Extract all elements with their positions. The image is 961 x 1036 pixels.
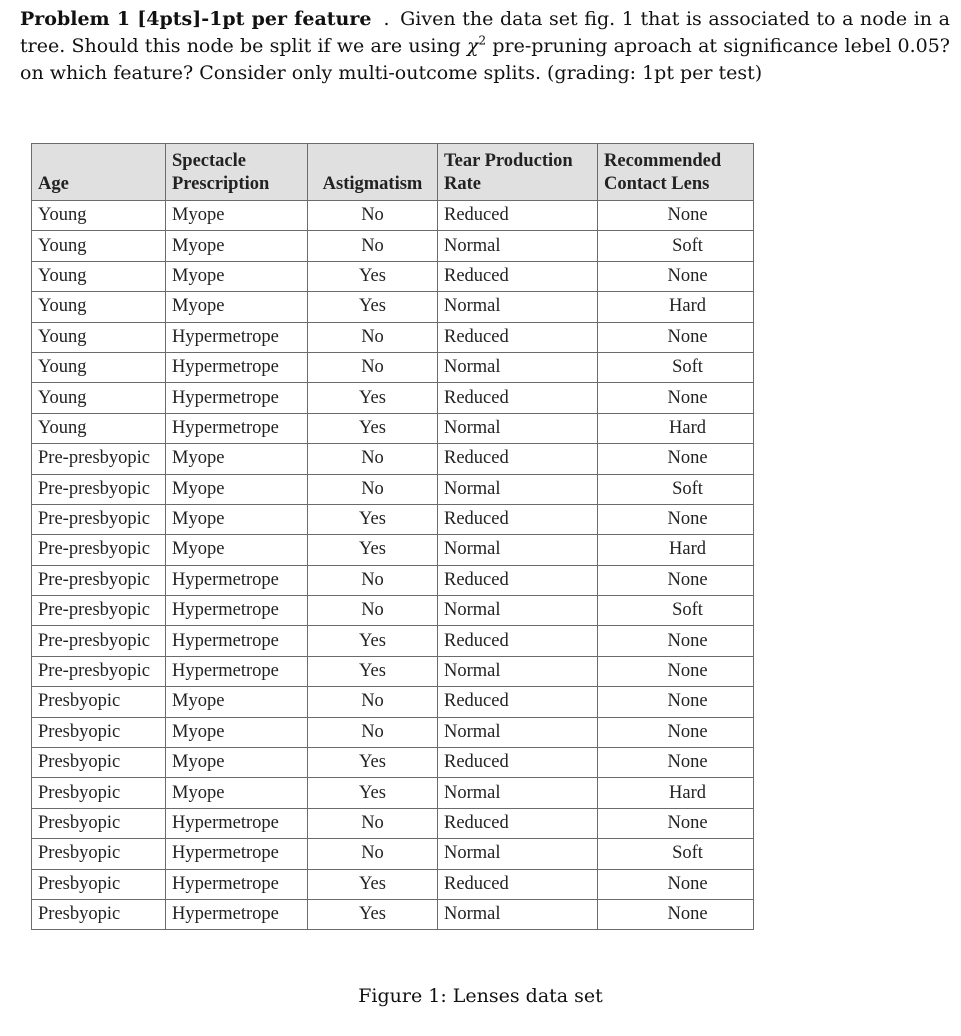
cell-recommended-lens: None (598, 687, 754, 717)
cell-tear-production-rate: Reduced (438, 565, 598, 595)
table-row (32, 504, 754, 534)
table-row (32, 839, 754, 869)
cell-astigmatism: Yes (308, 535, 438, 565)
header-astigmatism: Astigmatism (308, 144, 438, 201)
table-row (32, 808, 754, 838)
table-body (32, 201, 754, 930)
cell-astigmatism: No (308, 565, 438, 595)
cell-age: Presbyopic (32, 778, 166, 808)
cell-tear-production-rate: Normal (438, 839, 598, 869)
cell-astigmatism: Yes (308, 413, 438, 443)
cell-spectacle-prescription: Hypermetrope (166, 322, 308, 352)
table-row (32, 292, 754, 322)
cell-recommended-lens: Soft (598, 352, 754, 382)
cell-age: Presbyopic (32, 717, 166, 747)
cell-spectacle-prescription: Myope (166, 504, 308, 534)
cell-age: Pre-presbyopic (32, 656, 166, 686)
table-row (32, 535, 754, 565)
cell-recommended-lens: None (598, 717, 754, 747)
cell-recommended-lens: None (598, 444, 754, 474)
cell-tear-production-rate: Reduced (438, 201, 598, 231)
cell-recommended-lens: Soft (598, 231, 754, 261)
cell-age: Young (32, 352, 166, 382)
cell-spectacle-prescription: Hypermetrope (166, 656, 308, 686)
cell-spectacle-prescription: Myope (166, 444, 308, 474)
cell-tear-production-rate: Normal (438, 292, 598, 322)
cell-spectacle-prescription: Myope (166, 292, 308, 322)
table-row (32, 261, 754, 291)
cell-tear-production-rate: Normal (438, 899, 598, 929)
cell-recommended-lens: None (598, 383, 754, 413)
table-row (32, 444, 754, 474)
cell-tear-production-rate: Normal (438, 474, 598, 504)
table-row (32, 413, 754, 443)
table-row (32, 899, 754, 929)
chi-exponent: 2 (478, 33, 487, 48)
table-row (32, 383, 754, 413)
table-row (32, 778, 754, 808)
table-row (32, 474, 754, 504)
cell-spectacle-prescription: Myope (166, 717, 308, 747)
problem-text-part2: pre-pruning aproach at significance lebel 0.05? on which feature? Consider only multi-outcome splits. (grading: 1pt per test) (20, 35, 950, 84)
figure-caption: Figure 1: Lenses data set (358, 985, 603, 1007)
cell-spectacle-prescription: Myope (166, 778, 308, 808)
cell-tear-production-rate: Reduced (438, 748, 598, 778)
cell-age: Young (32, 201, 166, 231)
table-row (32, 626, 754, 656)
cell-astigmatism: Yes (308, 504, 438, 534)
cell-astigmatism: No (308, 839, 438, 869)
cell-tear-production-rate: Normal (438, 656, 598, 686)
cell-age: Presbyopic (32, 687, 166, 717)
cell-spectacle-prescription: Hypermetrope (166, 565, 308, 595)
cell-spectacle-prescription: Myope (166, 687, 308, 717)
table-row (32, 231, 754, 261)
table-row (32, 201, 754, 231)
cell-recommended-lens: Hard (598, 292, 754, 322)
table-row (32, 748, 754, 778)
cell-spectacle-prescription: Myope (166, 474, 308, 504)
cell-tear-production-rate: Reduced (438, 869, 598, 899)
cell-astigmatism: No (308, 474, 438, 504)
table-row (32, 717, 754, 747)
cell-age: Pre-presbyopic (32, 474, 166, 504)
cell-tear-production-rate: Normal (438, 778, 598, 808)
cell-tear-production-rate: Normal (438, 231, 598, 261)
cell-recommended-lens: Hard (598, 413, 754, 443)
cell-astigmatism: Yes (308, 778, 438, 808)
chi-letter: χ (467, 35, 479, 57)
cell-spectacle-prescription: Myope (166, 535, 308, 565)
cell-age: Presbyopic (32, 839, 166, 869)
cell-age: Pre-presbyopic (32, 626, 166, 656)
cell-age: Young (32, 231, 166, 261)
table-row (32, 352, 754, 382)
lenses-data-table (31, 143, 754, 930)
cell-age: Presbyopic (32, 808, 166, 838)
cell-spectacle-prescription: Hypermetrope (166, 839, 308, 869)
cell-age: Young (32, 261, 166, 291)
cell-spectacle-prescription: Myope (166, 231, 308, 261)
table-row (32, 322, 754, 352)
cell-tear-production-rate: Reduced (438, 322, 598, 352)
cell-tear-production-rate: Normal (438, 717, 598, 747)
cell-spectacle-prescription: Hypermetrope (166, 596, 308, 626)
cell-recommended-lens: Soft (598, 474, 754, 504)
cell-age: Pre-presbyopic (32, 565, 166, 595)
table-row (32, 565, 754, 595)
cell-astigmatism: No (308, 352, 438, 382)
cell-age: Presbyopic (32, 869, 166, 899)
cell-recommended-lens: Soft (598, 596, 754, 626)
table-row (32, 869, 754, 899)
cell-spectacle-prescription: Hypermetrope (166, 413, 308, 443)
cell-astigmatism: No (308, 687, 438, 717)
cell-age: Young (32, 292, 166, 322)
cell-astigmatism: No (308, 444, 438, 474)
cell-recommended-lens: None (598, 261, 754, 291)
cell-recommended-lens: Hard (598, 778, 754, 808)
cell-tear-production-rate: Reduced (438, 261, 598, 291)
cell-recommended-lens: Hard (598, 535, 754, 565)
cell-age: Pre-presbyopic (32, 535, 166, 565)
cell-tear-production-rate: Normal (438, 352, 598, 382)
cell-astigmatism: Yes (308, 748, 438, 778)
cell-spectacle-prescription: Hypermetrope (166, 869, 308, 899)
cell-astigmatism: No (308, 717, 438, 747)
cell-astigmatism: Yes (308, 626, 438, 656)
problem-statement (20, 6, 950, 87)
cell-astigmatism: No (308, 808, 438, 838)
cell-tear-production-rate: Normal (438, 535, 598, 565)
cell-astigmatism: No (308, 596, 438, 626)
cell-recommended-lens: Soft (598, 839, 754, 869)
cell-astigmatism: Yes (308, 899, 438, 929)
cell-recommended-lens: None (598, 626, 754, 656)
cell-astigmatism: Yes (308, 869, 438, 899)
cell-astigmatism: Yes (308, 383, 438, 413)
header-recommended-contact-lens: Recommended Contact Lens (598, 144, 754, 201)
cell-recommended-lens: None (598, 808, 754, 838)
cell-spectacle-prescription: Hypermetrope (166, 808, 308, 838)
header-spectacle-prescription: Spectacle Prescription (166, 144, 308, 201)
problem-title: Problem 1 [4pts]-1pt per feature (20, 8, 372, 30)
cell-spectacle-prescription: Hypermetrope (166, 383, 308, 413)
cell-recommended-lens: None (598, 504, 754, 534)
cell-age: Young (32, 413, 166, 443)
cell-spectacle-prescription: Myope (166, 261, 308, 291)
cell-astigmatism: Yes (308, 292, 438, 322)
cell-tear-production-rate: Normal (438, 413, 598, 443)
cell-spectacle-prescription: Hypermetrope (166, 626, 308, 656)
cell-astigmatism: Yes (308, 261, 438, 291)
cell-age: Pre-presbyopic (32, 504, 166, 534)
cell-recommended-lens: None (598, 869, 754, 899)
cell-tear-production-rate: Reduced (438, 504, 598, 534)
cell-tear-production-rate: Reduced (438, 383, 598, 413)
table-header-row (32, 144, 754, 201)
cell-spectacle-prescription: Myope (166, 201, 308, 231)
cell-recommended-lens: None (598, 322, 754, 352)
cell-spectacle-prescription: Myope (166, 748, 308, 778)
table-row (32, 687, 754, 717)
cell-recommended-lens: None (598, 748, 754, 778)
table-row (32, 596, 754, 626)
chi-squared-symbol (467, 35, 486, 57)
cell-age: Presbyopic (32, 899, 166, 929)
table-row (32, 656, 754, 686)
cell-spectacle-prescription: Hypermetrope (166, 352, 308, 382)
header-tear-production-rate: Tear Production Rate (438, 144, 598, 201)
cell-age: Young (32, 383, 166, 413)
cell-age: Presbyopic (32, 748, 166, 778)
cell-tear-production-rate: Reduced (438, 444, 598, 474)
problem-text-part1: Given the data set fig. 1 that is associated to a node in a tree. Should this node be split if we are using (20, 8, 950, 57)
cell-recommended-lens: None (598, 899, 754, 929)
cell-age: Young (32, 322, 166, 352)
cell-astigmatism: No (308, 201, 438, 231)
cell-age: Pre-presbyopic (32, 596, 166, 626)
cell-astigmatism: No (308, 231, 438, 261)
cell-tear-production-rate: Reduced (438, 687, 598, 717)
cell-recommended-lens: None (598, 565, 754, 595)
cell-tear-production-rate: Normal (438, 596, 598, 626)
cell-spectacle-prescription: Hypermetrope (166, 899, 308, 929)
cell-recommended-lens: None (598, 201, 754, 231)
problem-dot: . (383, 8, 390, 30)
cell-recommended-lens: None (598, 656, 754, 686)
cell-astigmatism: No (308, 322, 438, 352)
cell-tear-production-rate: Reduced (438, 808, 598, 838)
cell-astigmatism: Yes (308, 656, 438, 686)
cell-tear-production-rate: Reduced (438, 626, 598, 656)
header-age: Age (32, 144, 166, 201)
cell-age: Pre-presbyopic (32, 444, 166, 474)
